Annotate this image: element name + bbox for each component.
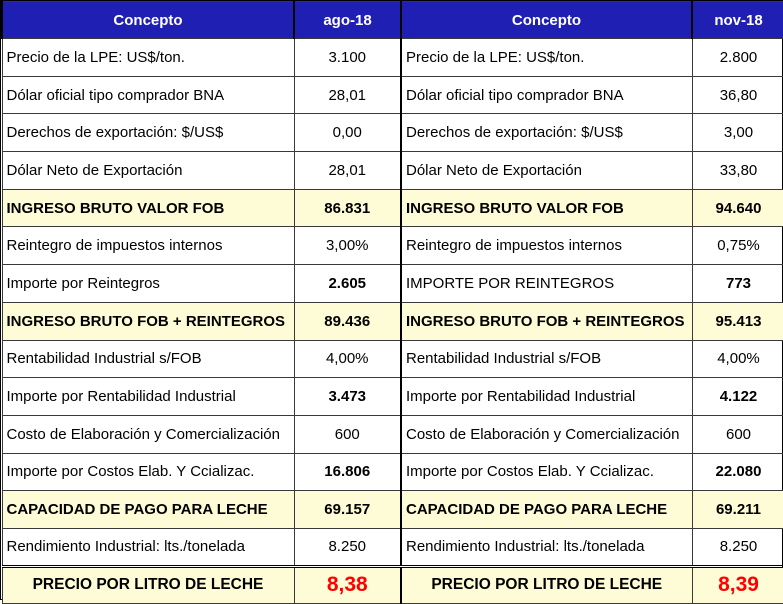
row-value-right: 33,80 [692,152,783,190]
row-value-right: 4,00% [692,340,783,378]
row-value-left: 4,00% [294,340,401,378]
highlight-row [2,189,783,227]
row-label-left: CAPACIDAD DE PAGO PARA LECHE [2,491,294,529]
table-row [2,340,783,378]
table-row [2,453,783,491]
final-price-right: 8,39 [692,566,783,603]
table-row [2,265,783,303]
row-label-right: Rendimiento Industrial: lts./tonelada [401,528,692,566]
row-label-left: Rentabilidad Industrial s/FOB [2,340,294,378]
row-value-right: 3,00 [692,114,783,152]
row-label-left: Dólar oficial tipo comprador BNA [2,76,294,114]
row-value-left: 89.436 [294,302,401,340]
row-label-left: Importe por Costos Elab. Y Ccializac. [2,453,294,491]
row-value-right: 2.800 [692,39,783,77]
header-nov-18: nov-18 [692,2,783,39]
table-row [2,415,783,453]
row-value-right: 36,80 [692,76,783,114]
row-value-left: 69.157 [294,491,401,529]
table-row [2,227,783,265]
row-label-right: Dólar Neto de Exportación [401,152,692,190]
row-label-right: Costo de Elaboración y Comercialización [401,415,692,453]
header-concepto-left: Concepto [2,2,294,39]
table-row [2,528,783,566]
row-value-right: 69.211 [692,491,783,529]
row-label-right: Precio de la LPE: US$/ton. [401,39,692,77]
row-value-left: 86.831 [294,189,401,227]
row-value-left: 2.605 [294,265,401,303]
row-label-left: Reintegro de impuestos internos [2,227,294,265]
highlight-row [2,491,783,529]
row-label-left: Importe por Reintegros [2,265,294,303]
row-label-left: Rendimiento Industrial: lts./tonelada [2,528,294,566]
row-value-right: 95.413 [692,302,783,340]
final-label-right: PRECIO POR LITRO DE LECHE [401,566,692,603]
row-label-left: Importe por Rentabilidad Industrial [2,378,294,416]
table-row [2,378,783,416]
row-value-left: 600 [294,415,401,453]
table-row [2,114,783,152]
final-label-left: PRECIO POR LITRO DE LECHE [2,566,294,603]
final-price-left: 8,38 [294,566,401,603]
row-label-right: Dólar oficial tipo comprador BNA [401,76,692,114]
row-value-right: 22.080 [692,453,783,491]
row-value-right: 0,75% [692,227,783,265]
highlight-row [2,302,783,340]
row-label-right: Importe por Costos Elab. Y Ccializac. [401,453,692,491]
header-ago-18: ago-18 [294,2,401,39]
row-value-right: 94.640 [692,189,783,227]
row-value-left: 28,01 [294,76,401,114]
milk-price-table [1,1,783,604]
row-value-left: 28,01 [294,152,401,190]
row-label-left: Derechos de exportación: $/US$ [2,114,294,152]
row-label-left: Precio de la LPE: US$/ton. [2,39,294,77]
row-value-right: 773 [692,265,783,303]
header-row [2,2,783,39]
row-value-right: 600 [692,415,783,453]
row-value-right: 8.250 [692,528,783,566]
row-label-right: IMPORTE POR REINTEGROS [401,265,692,303]
table-row [2,39,783,77]
header-concepto-right: Concepto [401,2,692,39]
row-value-left: 16.806 [294,453,401,491]
row-label-left: INGRESO BRUTO VALOR FOB [2,189,294,227]
row-label-right: INGRESO BRUTO VALOR FOB [401,189,692,227]
table-row [2,76,783,114]
row-label-right: Reintegro de impuestos internos [401,227,692,265]
table-row [2,152,783,190]
row-label-left: Costo de Elaboración y Comercialización [2,415,294,453]
row-value-left: 8.250 [294,528,401,566]
row-label-left: Dólar Neto de Exportación [2,152,294,190]
row-value-left: 3,00% [294,227,401,265]
row-label-right: CAPACIDAD DE PAGO PARA LECHE [401,491,692,529]
row-value-left: 3.100 [294,39,401,77]
final-price-row [2,566,783,603]
row-label-right: INGRESO BRUTO FOB + REINTEGROS [401,302,692,340]
row-label-right: Derechos de exportación: $/US$ [401,114,692,152]
row-value-left: 0,00 [294,114,401,152]
row-label-left: INGRESO BRUTO FOB + REINTEGROS [2,302,294,340]
row-value-left: 3.473 [294,378,401,416]
row-label-right: Importe por Rentabilidad Industrial [401,378,692,416]
row-value-right: 4.122 [692,378,783,416]
row-label-right: Rentabilidad Industrial s/FOB [401,340,692,378]
